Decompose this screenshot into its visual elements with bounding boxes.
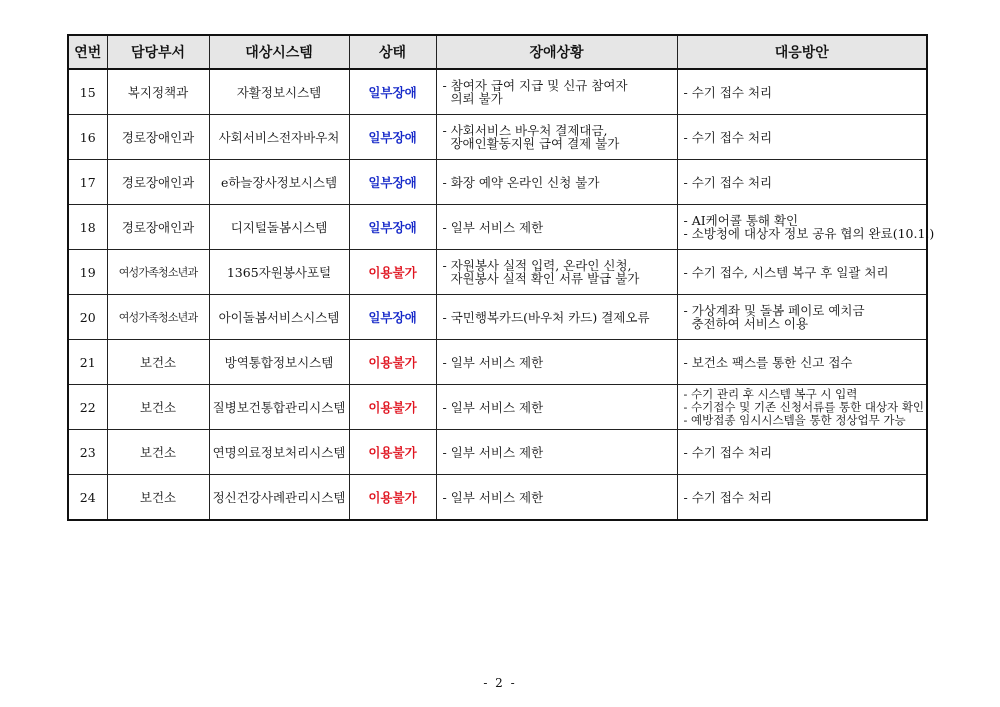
issue-line: - 일부 서비스 제한 bbox=[442, 354, 544, 370]
row-department: 경로장애인과 bbox=[107, 205, 209, 250]
row-number: 17 bbox=[68, 160, 107, 205]
row-system: 아이돌봄서비스시스템 bbox=[209, 295, 349, 340]
row-response bbox=[677, 385, 927, 430]
row-system: e하늘장사정보시스템 bbox=[209, 160, 349, 205]
row-status-badge: 이용불가 bbox=[349, 430, 436, 475]
table-row bbox=[68, 115, 927, 160]
table-body bbox=[68, 69, 935, 520]
issue-line: - 일부 서비스 제한 bbox=[442, 489, 544, 505]
row-system: 디지털돌봄시스템 bbox=[209, 205, 349, 250]
header-response: 대응방안 bbox=[677, 35, 927, 69]
row-status-badge: 일부장애 bbox=[349, 160, 436, 205]
response-line: - 소방청에 대상자 정보 공유 협의 완료(10.1.) bbox=[683, 226, 935, 241]
issue-line: - 참여자 급여 지급 및 신규 참여자 bbox=[442, 78, 628, 93]
row-issue bbox=[436, 340, 677, 385]
row-department: 복지정책과 bbox=[107, 69, 209, 115]
row-status-badge: 일부장애 bbox=[349, 69, 436, 115]
row-system: 질병보건통합관리시스템 bbox=[209, 385, 349, 430]
response-line: - 수기 접수 처리 bbox=[683, 444, 773, 460]
row-issue bbox=[436, 69, 677, 115]
response-line: - 수기 관리 후 시스템 복구 시 입력 bbox=[683, 386, 858, 401]
row-department: 경로장애인과 bbox=[107, 115, 209, 160]
issue-line: - 자원봉사 실적 입력, 온라인 신청, bbox=[442, 258, 632, 273]
issue-line: - 일부 서비스 제한 bbox=[442, 399, 544, 415]
row-response bbox=[677, 69, 927, 115]
row-system: 자활정보시스템 bbox=[209, 69, 349, 115]
row-status-badge: 일부장애 bbox=[349, 295, 436, 340]
row-status-badge: 이용불가 bbox=[349, 385, 436, 430]
table-header-row bbox=[68, 35, 927, 69]
row-issue bbox=[436, 385, 677, 430]
row-status-badge: 이용불가 bbox=[349, 250, 436, 295]
row-response bbox=[677, 295, 927, 340]
row-number: 24 bbox=[68, 475, 107, 521]
row-system: 정신건강사례관리시스템 bbox=[209, 475, 349, 521]
row-status-badge: 이용불가 bbox=[349, 340, 436, 385]
header-dept: 담당부서 bbox=[107, 35, 209, 69]
table-row bbox=[68, 160, 927, 205]
response-line: 충전하여 서비스 이용 bbox=[683, 316, 809, 331]
issue-line: 자원봉사 실적 확인 서류 발급 불가 bbox=[442, 271, 640, 286]
issue-line: - 국민행복카드(바우처 카드) 결제오류 bbox=[442, 309, 650, 325]
table-row bbox=[68, 475, 927, 521]
issue-line: - 화장 예약 온라인 신청 불가 bbox=[442, 174, 600, 190]
header-issue: 장애상황 bbox=[436, 35, 677, 69]
response-line: - 수기 접수 처리 bbox=[683, 174, 773, 190]
row-department: 여성가족청소년과 bbox=[107, 250, 209, 295]
row-system: 방역통합정보시스템 bbox=[209, 340, 349, 385]
row-status-badge: 일부장애 bbox=[349, 115, 436, 160]
row-department: 보건소 bbox=[107, 385, 209, 430]
header-system: 대상시스템 bbox=[209, 35, 349, 69]
row-system: 사회서비스전자바우처 bbox=[209, 115, 349, 160]
issue-line: - 일부 서비스 제한 bbox=[442, 219, 544, 235]
row-issue bbox=[436, 115, 677, 160]
outage-table bbox=[67, 34, 935, 521]
row-number: 16 bbox=[68, 115, 107, 160]
response-line: - 수기 접수 처리 bbox=[683, 84, 773, 100]
response-line: - 수기접수 및 기존 신청서류를 통한 대상자 확인 bbox=[683, 399, 925, 414]
row-number: 20 bbox=[68, 295, 107, 340]
row-department: 보건소 bbox=[107, 430, 209, 475]
row-issue bbox=[436, 250, 677, 295]
row-issue bbox=[436, 205, 677, 250]
issue-line: - 일부 서비스 제한 bbox=[442, 444, 544, 460]
page-number: - 2 - bbox=[483, 676, 517, 690]
row-issue bbox=[436, 430, 677, 475]
response-line: - 수기 접수, 시스템 복구 후 일괄 처리 bbox=[683, 264, 889, 280]
row-number: 21 bbox=[68, 340, 107, 385]
row-issue bbox=[436, 160, 677, 205]
row-system: 연명의료정보처리시스템 bbox=[209, 430, 349, 475]
row-response bbox=[677, 340, 927, 385]
row-response bbox=[677, 160, 927, 205]
row-number: 23 bbox=[68, 430, 107, 475]
issue-line: 장애인활동지원 급여 결제 불가 bbox=[442, 136, 620, 151]
table-row bbox=[68, 69, 927, 115]
row-response bbox=[677, 115, 927, 160]
row-response bbox=[677, 250, 927, 295]
table-row bbox=[68, 250, 927, 295]
row-response bbox=[677, 430, 927, 475]
row-response bbox=[677, 205, 935, 250]
row-status-badge: 일부장애 bbox=[349, 205, 436, 250]
row-department: 보건소 bbox=[107, 340, 209, 385]
row-issue bbox=[436, 295, 677, 340]
response-line: - 수기 접수 처리 bbox=[683, 489, 773, 505]
table-row bbox=[68, 205, 927, 250]
row-number: 22 bbox=[68, 385, 107, 430]
response-line: - 수기 접수 처리 bbox=[683, 129, 773, 145]
response-line: - 가상계좌 및 돌봄 페이로 예치금 bbox=[683, 303, 865, 318]
response-line: - 보건소 팩스를 통한 신고 접수 bbox=[683, 354, 853, 370]
row-number: 15 bbox=[68, 69, 107, 115]
row-status-badge: 이용불가 bbox=[349, 475, 436, 521]
table-row bbox=[68, 295, 927, 340]
table-row bbox=[68, 385, 927, 430]
row-department: 여성가족청소년과 bbox=[107, 295, 209, 340]
row-department: 경로장애인과 bbox=[107, 160, 209, 205]
row-system: 1365자원봉사포털 bbox=[209, 250, 349, 295]
table-row bbox=[68, 430, 927, 475]
issue-line: 의뢰 불가 bbox=[442, 91, 503, 106]
table-row bbox=[68, 340, 927, 385]
response-line: - AI케어콜 통해 확인 bbox=[683, 213, 799, 228]
issue-line: - 사회서비스 바우처 결제대금, bbox=[442, 123, 608, 138]
row-issue bbox=[436, 475, 677, 521]
row-number: 19 bbox=[68, 250, 107, 295]
row-department: 보건소 bbox=[107, 475, 209, 521]
row-number: 18 bbox=[68, 205, 107, 250]
row-response bbox=[677, 475, 927, 521]
header-no: 연번 bbox=[68, 35, 107, 69]
response-line: - 예방접종 임시시스템을 통한 정상업무 가능 bbox=[683, 412, 906, 427]
header-status: 상태 bbox=[349, 35, 436, 69]
